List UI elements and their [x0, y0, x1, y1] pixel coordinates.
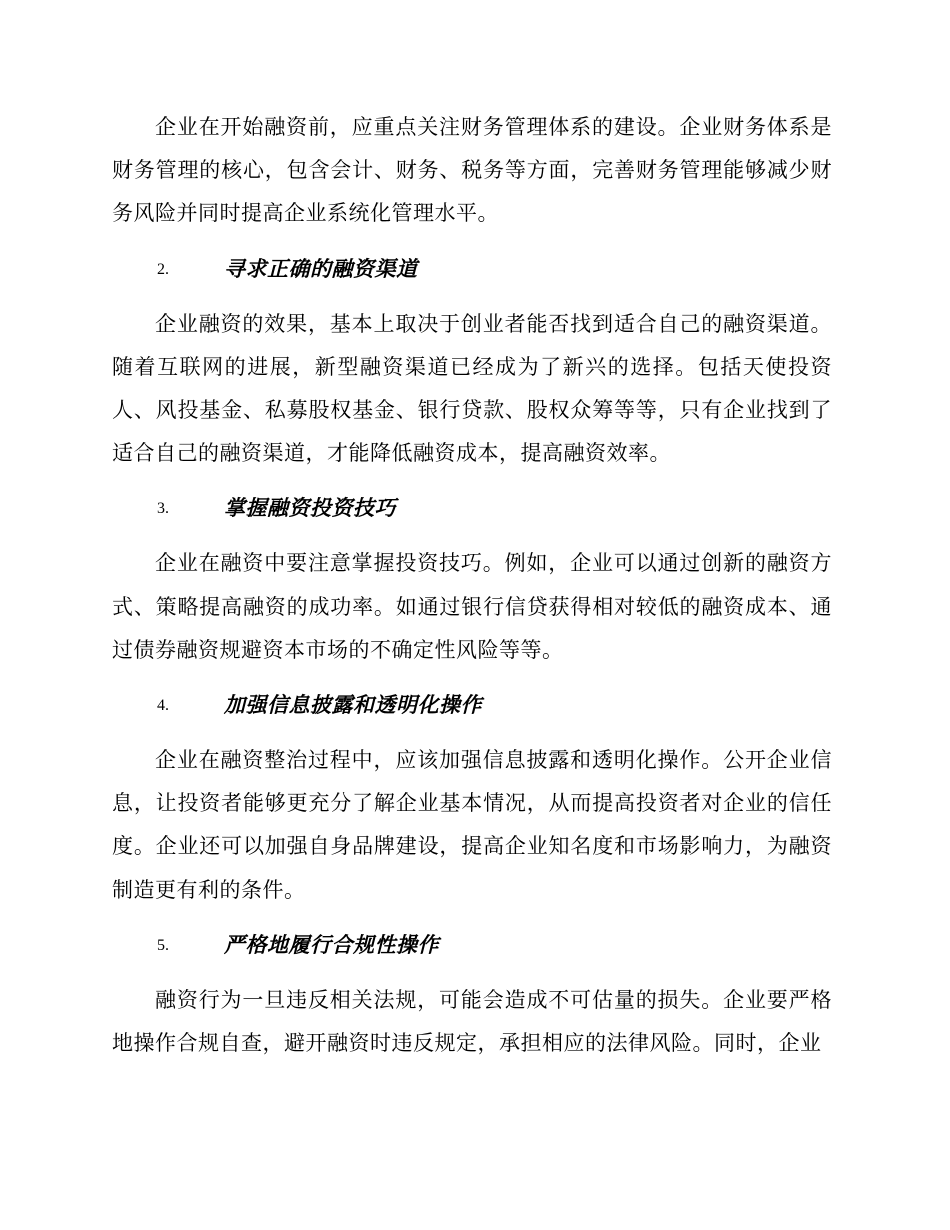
section-number: 2. — [157, 260, 169, 278]
section-heading-3 — [112, 487, 832, 530]
paragraph-investment-skills: 企业在融资中要注意掌握投资技巧。例如，企业可以通过创新的融资方式、策略提高融资的成功率。如通过银行信贷获得相对较低的融资成本、通过债券融资规避资本市场的不确定性风险等等。 — [112, 551, 832, 662]
section-title: 掌握融资投资技巧 — [224, 495, 396, 521]
section-number: 3. — [157, 500, 169, 518]
paragraph-financial-system: 企业在开始融资前，应重点关注财务管理体系的建设。企业财务体系是财务管理的核心，包含会计、财务、税务等方面，完善财务管理能够减少财务风险并同时提高企业系统化管理水平。 — [112, 115, 832, 226]
section-number: 5. — [157, 936, 169, 954]
paragraph-information-disclosure: 企业在融资整治过程中，应该加强信息披露和透明化操作。公开企业信息，让投资者能够更充分了解企业基本情况，从而提高投资者对企业的信任度。企业还可以加强自身品牌建设，提高企业知名度和市场影响力，为融资制造更有利的条件。 — [112, 748, 832, 902]
section-heading-2 — [112, 248, 832, 291]
section-title: 寻求正确的融资渠道 — [224, 255, 418, 281]
section-title: 严格地履行合规性操作 — [224, 931, 439, 957]
section-heading-5 — [112, 924, 832, 967]
document-body — [112, 106, 832, 1065]
paragraph-financing-channels: 企业融资的效果，基本上取决于创业者能否找到适合自己的融资渠道。随着互联网的进展，新型融资渠道已经成为了新兴的选择。包括天使投资人、风投基金、私募股权基金、银行贷款、股权众筹等等，只有企业找到了适合自己的融资渠道，才能降低融资成本，提高融资效率。 — [112, 311, 832, 466]
section-number: 4. — [157, 697, 169, 715]
section-title: 加强信息披露和透明化操作 — [224, 692, 482, 718]
section-heading-4 — [112, 684, 832, 727]
paragraph-compliance: 融资行为一旦违反相关法规，可能会造成不可估量的损失。企业要严格地操作合规自查，避开融资时违反规定，承担相应的法律风险。同时，企业 — [112, 987, 832, 1056]
